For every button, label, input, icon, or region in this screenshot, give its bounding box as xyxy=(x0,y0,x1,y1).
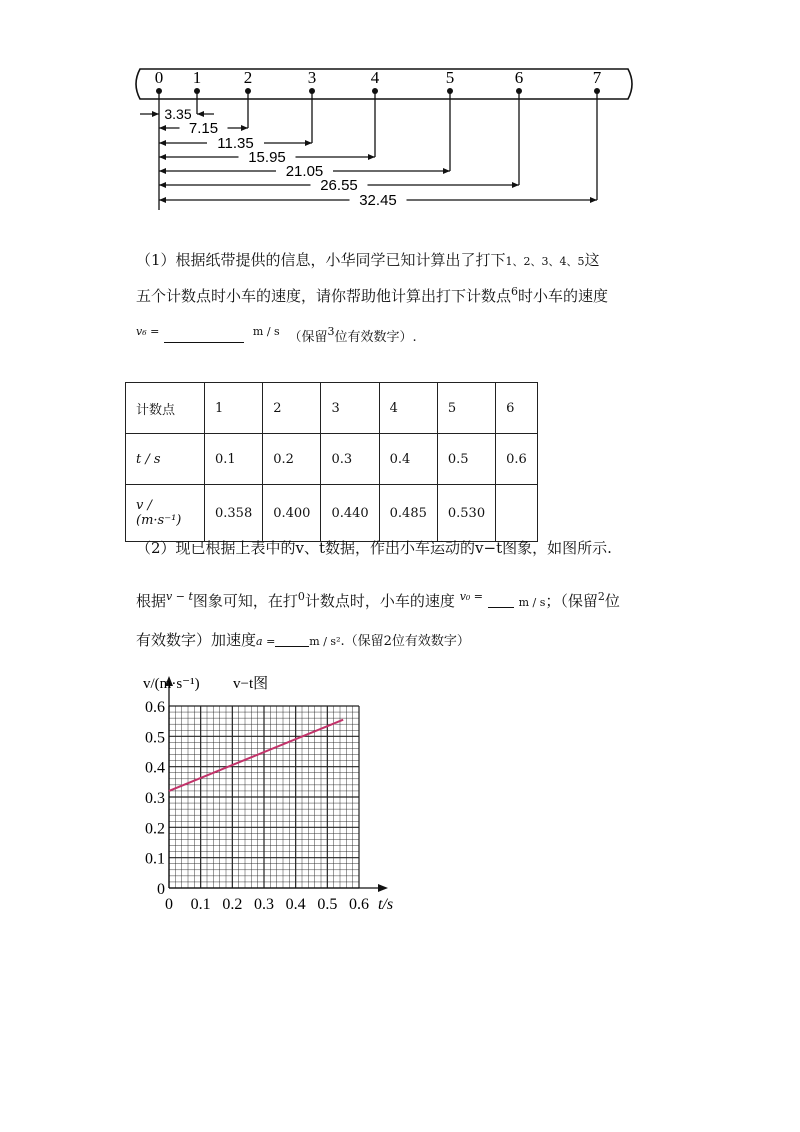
table-cell: 6 xyxy=(496,383,538,434)
accel-label: a = xyxy=(256,635,276,648)
tape-point-label: 2 xyxy=(243,68,253,87)
x-tick-label: 0.4 xyxy=(285,896,306,913)
y-tick-label: 0.1 xyxy=(145,850,165,868)
x-tick-label: 0.2 xyxy=(222,896,243,913)
distance-label: 26.55 xyxy=(320,177,358,194)
x-tick-label: 0.1 xyxy=(190,896,211,913)
q2-two: 2 xyxy=(597,590,605,603)
q1-point-numbers: 1、2、3、4、5 xyxy=(505,255,585,268)
v0-label: v₀ = xyxy=(459,590,484,603)
table-cell: 0.400 xyxy=(263,485,321,542)
table-cell: 0.1 xyxy=(205,434,263,485)
q1-point-six: 6 xyxy=(511,285,519,298)
table-cell: 0.358 xyxy=(205,485,263,542)
y-tick-label: 0.5 xyxy=(145,729,165,747)
table-cell: 2 xyxy=(263,383,321,434)
table-cell: 0.5 xyxy=(437,434,495,485)
table-cell: 0.4 xyxy=(379,434,437,485)
table-cell: 1 xyxy=(205,383,263,434)
q2-text-e: 位 xyxy=(604,592,620,610)
q2-text-b: 图象可知，在打 xyxy=(192,592,298,610)
distance-label: 3.35 xyxy=(164,106,192,122)
accel-note: .（保留2位有效数字） xyxy=(340,634,470,649)
q2-text: 根据 xyxy=(136,592,167,610)
table-cell: 0.440 xyxy=(321,485,379,542)
tape-point-label: 7 xyxy=(592,68,602,87)
chart-title: v−t图 xyxy=(233,676,269,692)
y-tick-label: 0 xyxy=(157,881,165,898)
tape-point-label: 3 xyxy=(307,68,317,87)
y-tick-label: 0.6 xyxy=(145,699,165,716)
tape-point-label: 6 xyxy=(514,68,524,87)
q2-text-d: ；（保留 xyxy=(545,592,598,610)
distance-label: 7.15 xyxy=(188,120,219,137)
x-tick-label: 0 xyxy=(165,896,173,913)
tape-point-label: 1 xyxy=(192,68,202,87)
v0-unit: m / s xyxy=(518,596,546,609)
v6-note-num: 3 xyxy=(327,325,335,338)
q2-vt: v − t xyxy=(166,590,193,603)
chart-xlabel: t/s xyxy=(378,896,394,913)
x-axis-arrow xyxy=(378,884,388,892)
x-tick-label: 0.3 xyxy=(254,896,274,913)
table-header-label: 计数点 xyxy=(126,383,205,434)
table-cell: 3 xyxy=(321,383,379,434)
y-tick-label: 0.3 xyxy=(145,790,165,807)
distance-label: 11.35 xyxy=(217,135,254,152)
v6-note: （保留 xyxy=(288,330,328,345)
distance-label: 32.45 xyxy=(359,192,397,209)
x-tick-label: 0.5 xyxy=(317,896,338,913)
q2-accel-text: 有效数字）加速度 xyxy=(136,631,257,649)
table-cell: 0.530 xyxy=(437,485,495,542)
v6-label: v₆ = xyxy=(136,325,160,338)
q2-line-1: （2）现已根据上表中的v、t数据，作出小车运动的v−t图象，如图所示. xyxy=(136,539,612,557)
tape-point-label: 4 xyxy=(370,68,380,87)
q1-text-2: 五个计数点时小车的速度，请你帮助他计算出打下计数点 xyxy=(136,287,512,305)
table-cell: 4 xyxy=(379,383,437,434)
table-cell: 0.2 xyxy=(263,434,321,485)
q2-text-c: 计数点时，小车的速度 xyxy=(304,592,455,610)
table-cell: 0.3 xyxy=(321,434,379,485)
accel-unit: m / s² xyxy=(309,635,341,648)
q1-text-end: 这 xyxy=(584,251,600,269)
table-cell: 5 xyxy=(437,383,495,434)
table-cell: 0.6 xyxy=(496,434,538,485)
q1-text-2-end: 时小车的速度 xyxy=(518,287,609,305)
q2-point-zero: 0 xyxy=(297,590,305,603)
x-tick-label: 0.6 xyxy=(349,896,369,913)
chart-ylabel: v/(m·s⁻¹) xyxy=(143,676,200,692)
y-tick-label: 0.4 xyxy=(145,759,165,777)
tape-point-label: 5 xyxy=(445,68,455,87)
tape-point-label: 0 xyxy=(154,68,164,87)
table-v-label: v / (m·s⁻¹) xyxy=(126,485,205,542)
table-cell: 0.485 xyxy=(379,485,437,542)
distance-label: 21.05 xyxy=(285,163,324,180)
q1-text: （1）根据纸带提供的信息，小华同学已知计算出了打下 xyxy=(136,251,506,269)
v6-unit: m / s xyxy=(252,325,280,338)
v6-note-end: 位有效数字）. xyxy=(334,330,417,345)
distance-label: 15.95 xyxy=(248,149,286,166)
y-tick-label: 0.2 xyxy=(145,820,165,838)
table-t-label: t / s xyxy=(126,434,205,485)
